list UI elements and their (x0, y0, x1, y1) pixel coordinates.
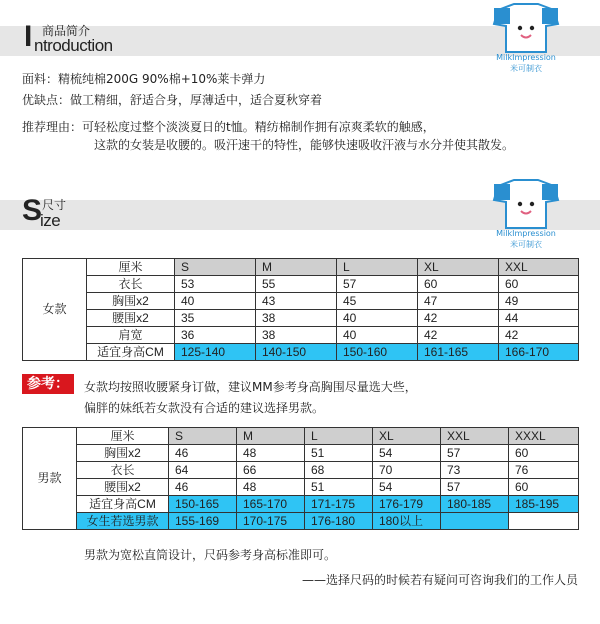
brand-logo (490, 2, 562, 74)
contact-note: ——选择尺码的时候若有疑问可咨询我们的工作人员 (302, 573, 579, 587)
table-cell: 43 (256, 293, 337, 310)
reference-badge: 参考： (22, 374, 74, 394)
table-cell: 60 (499, 276, 579, 293)
height-cell: 166-170 (499, 344, 579, 361)
table-cell: 54 (373, 445, 441, 462)
brand-name-en: MilkImpression (496, 229, 556, 238)
height-cell: 180-185 (441, 496, 509, 513)
table-cell: 45 (337, 293, 418, 310)
table-header-cell: M (237, 428, 305, 445)
shirt-face-icon (490, 2, 562, 54)
brand-logo-2 (490, 178, 562, 250)
men-fit-note: 男款为宽松直筒设计，尺码参考身高标准即可。 (84, 548, 337, 562)
table-header-cell: XXL (441, 428, 509, 445)
row-label: 胸围x2 (77, 445, 169, 462)
size-title-en: ize (40, 211, 61, 230)
table-cell: 60 (509, 445, 579, 462)
brand-name-cn: 米可制衣 (510, 64, 542, 73)
table-cell: 46 (169, 445, 237, 462)
table-cell: 40 (337, 327, 418, 344)
reference-line-1: 女款均按照收腰紧身订做，建议MM参考身高胸围尽量选大些， (84, 380, 417, 394)
table-cell: 55 (256, 276, 337, 293)
table-row (23, 479, 579, 496)
height-cell: 170-175 (237, 513, 305, 530)
table-header-cell: S (175, 259, 256, 276)
intro-title-en: ntroduction (34, 36, 113, 55)
row-label: 适宜身高CM (87, 344, 175, 361)
height-cell: 161-165 (418, 344, 499, 361)
table-header-cell: 厘米 (87, 259, 175, 276)
table-header-cell: XL (373, 428, 441, 445)
table-cell: 42 (418, 310, 499, 327)
table-row (23, 327, 579, 344)
table-cell: 51 (305, 479, 373, 496)
table-header-cell: XL (418, 259, 499, 276)
table-cell: 64 (169, 462, 237, 479)
height-cell: 171-175 (305, 496, 373, 513)
table-cell: 48 (237, 445, 305, 462)
table-row (23, 344, 579, 361)
table-cell: 38 (256, 310, 337, 327)
men-group-label: 男款 (23, 428, 77, 530)
height-cell: 125-140 (175, 344, 256, 361)
height-cell: 155-169 (169, 513, 237, 530)
row-label: 衣长 (77, 462, 169, 479)
brand-name-en: MilkImpression (496, 53, 556, 62)
table-header-cell: L (305, 428, 373, 445)
reason-line-1: 推荐理由：可轻松度过整个淡淡夏日的t恤。精纺棉制作拥有凉爽柔软的触感， (22, 120, 435, 134)
table-header-cell: L (337, 259, 418, 276)
table-cell: 40 (175, 293, 256, 310)
men-size-table (22, 427, 579, 530)
table-row (23, 259, 579, 276)
table-cell: 60 (509, 479, 579, 496)
fabric-line: 面料：精梳纯棉200G 90%棉+10%莱卡弹力 (22, 72, 266, 86)
row-label: 肩宽 (87, 327, 175, 344)
table-cell: 46 (169, 479, 237, 496)
table-row (23, 276, 579, 293)
table-cell: 40 (337, 310, 418, 327)
height-cell: 150-160 (337, 344, 418, 361)
table-row (23, 462, 579, 479)
table-row (23, 293, 579, 310)
height-cell: 150-165 (169, 496, 237, 513)
row-label: 适宜身高CM (77, 496, 169, 513)
table-cell: 38 (256, 327, 337, 344)
row-label: 衣长 (87, 276, 175, 293)
table-cell: 51 (305, 445, 373, 462)
table-cell: 53 (175, 276, 256, 293)
table-cell: 57 (441, 445, 509, 462)
size-title-cn: 尺寸 (42, 198, 67, 212)
row-label: 女生若选男款 (77, 513, 169, 530)
table-cell: 57 (337, 276, 418, 293)
table-cell: 44 (499, 310, 579, 327)
height-cell: 176-179 (373, 496, 441, 513)
table-cell: 42 (499, 327, 579, 344)
table-cell: 73 (441, 462, 509, 479)
table-cell: 54 (373, 479, 441, 496)
table-cell: 57 (441, 479, 509, 496)
table-cell: 76 (509, 462, 579, 479)
height-cell: 185-195 (509, 496, 579, 513)
table-cell: 49 (499, 293, 579, 310)
table-cell: 35 (175, 310, 256, 327)
table-row (23, 428, 579, 445)
pros-line: 优缺点：做工精细，舒适合身，厚薄适中，适合夏秋穿着 (22, 93, 323, 107)
table-row (23, 496, 579, 513)
table-cell: 36 (175, 327, 256, 344)
table-row (23, 445, 579, 462)
shirt-face-icon (490, 178, 562, 230)
table-cell: 60 (418, 276, 499, 293)
table-cell: 47 (418, 293, 499, 310)
reference-line-2: 偏胖的妹纸若女款没有合适的建议选择男款。 (84, 401, 325, 415)
table-cell: 66 (237, 462, 305, 479)
table-header-cell: XXL (499, 259, 579, 276)
table-cell: 70 (373, 462, 441, 479)
table-row (23, 310, 579, 327)
table-header-cell: M (256, 259, 337, 276)
table-header-cell: 厘米 (77, 428, 169, 445)
table-header-cell: S (169, 428, 237, 445)
table-row (23, 513, 579, 530)
table-cell (509, 513, 579, 530)
table-cell: 48 (237, 479, 305, 496)
row-label: 胸围x2 (87, 293, 175, 310)
height-cell: 140-150 (256, 344, 337, 361)
table-cell: 42 (418, 327, 499, 344)
height-cell: 180以上 (373, 513, 441, 530)
table-cell: 68 (305, 462, 373, 479)
size-big-letter: S (22, 194, 43, 227)
height-cell: 176-180 (305, 513, 373, 530)
height-cell: 165-170 (237, 496, 305, 513)
row-label: 腰围x2 (87, 310, 175, 327)
table-header-cell: XXXL (509, 428, 579, 445)
brand-name-cn: 米可制衣 (510, 240, 542, 249)
reason-line-2: 这款的女装是收腰的。吸汗速干的特性，能够快速吸收汗液与水分并使其散发。 (94, 138, 515, 152)
intro-big-letter: I (24, 20, 33, 53)
height-cell (441, 513, 509, 530)
row-label: 腰围x2 (77, 479, 169, 496)
women-size-table (22, 258, 579, 361)
intro-title-cn: 商品简介 (42, 24, 91, 38)
women-group-label: 女款 (23, 259, 87, 361)
